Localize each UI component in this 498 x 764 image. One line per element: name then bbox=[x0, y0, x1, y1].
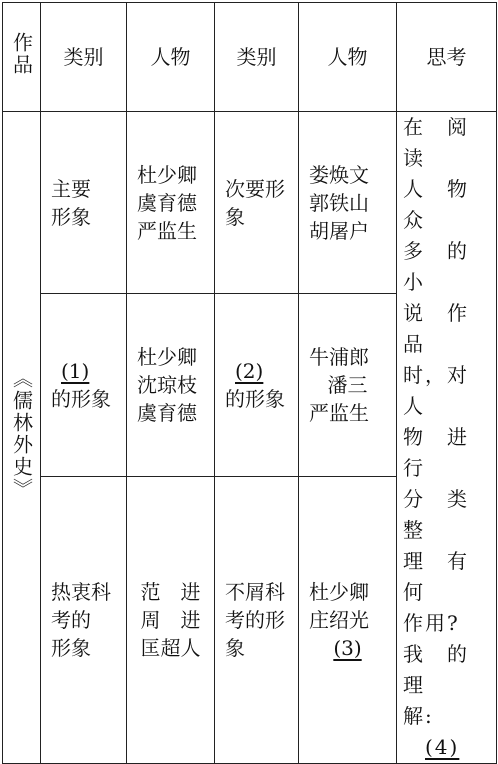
people-cell bbox=[127, 476, 215, 763]
thinking-line: 时，对人 bbox=[403, 363, 469, 418]
category-text: 热衷科 bbox=[51, 579, 111, 604]
person-name: 范 进 bbox=[140, 579, 201, 604]
thinking-line: 说 作 品 bbox=[403, 301, 491, 356]
category-text: 的形象 bbox=[225, 386, 285, 411]
category-secondary-cell bbox=[215, 112, 299, 294]
thinking-text bbox=[403, 112, 490, 763]
person-name: 郭铁山 bbox=[309, 190, 369, 215]
thinking-line: 在 阅 读 bbox=[403, 115, 491, 170]
work-title-cell bbox=[3, 112, 41, 764]
blank-3-label: (3) bbox=[333, 635, 362, 660]
person-name: 庄绍光 bbox=[309, 607, 369, 632]
work-title: 《儒林外史》 bbox=[9, 368, 34, 500]
category-text: 形象 bbox=[51, 635, 91, 660]
category-text: 的形象 bbox=[51, 386, 111, 411]
thinking-cell bbox=[397, 112, 497, 764]
thinking-line: 理 有 何 bbox=[403, 549, 491, 604]
category-text: 考的形 bbox=[225, 607, 285, 632]
people-cell bbox=[299, 476, 397, 763]
blank-3 bbox=[309, 634, 386, 662]
people-secondary-cell bbox=[299, 112, 397, 294]
thinking-line: 多 的 小 bbox=[403, 239, 491, 294]
category-text: 形象 bbox=[51, 204, 91, 229]
category-text: 不屑科 bbox=[225, 579, 285, 604]
person-name: 严监生 bbox=[137, 218, 197, 243]
person-name: 虞育德 bbox=[137, 400, 197, 425]
blank-2 bbox=[225, 357, 288, 385]
thinking-line: 人 物 众 bbox=[403, 177, 491, 232]
header-row bbox=[3, 3, 497, 112]
person-name: 杜少卿 bbox=[309, 579, 369, 604]
person-name: 沈琼枝 bbox=[137, 372, 197, 397]
thinking-line: 物 进 行 bbox=[403, 425, 491, 480]
person-name: 匡超人 bbox=[140, 635, 201, 660]
people-main-cell bbox=[127, 112, 215, 294]
category-text: 象 bbox=[225, 204, 245, 229]
category-text: 象 bbox=[225, 635, 245, 660]
work-classification-table bbox=[2, 2, 497, 764]
category-blank-2-cell bbox=[215, 294, 299, 476]
person-name: 严监生 bbox=[309, 400, 369, 425]
thinking-line: 解: bbox=[403, 704, 434, 728]
category-cell bbox=[215, 476, 299, 763]
thinking-line: 作用? bbox=[403, 611, 460, 635]
blank-1 bbox=[51, 357, 116, 385]
person-name: 虞育德 bbox=[137, 190, 197, 215]
header-thinking: 思考 bbox=[397, 3, 497, 112]
thinking-line: 我 的 理 bbox=[403, 642, 491, 697]
blank-1-label: (1) bbox=[61, 358, 90, 383]
blank-2-label: (2) bbox=[235, 358, 264, 383]
category-text: 次要形 bbox=[225, 176, 285, 201]
category-text: 主要 bbox=[51, 176, 91, 201]
category-blank-1-cell bbox=[41, 294, 127, 476]
blank-4-label: (4) bbox=[425, 735, 460, 759]
category-text: 考的 bbox=[51, 607, 91, 632]
person-name: 周 进 bbox=[140, 607, 201, 632]
person-name: 杜少卿 bbox=[137, 344, 197, 369]
blank-4 bbox=[403, 732, 490, 763]
person-name: 牛浦郎 bbox=[309, 344, 369, 369]
category-main-cell bbox=[41, 112, 127, 294]
person-name: 娄焕文 bbox=[309, 162, 369, 187]
people-cell bbox=[127, 294, 215, 476]
header-category-1: 类别 bbox=[41, 3, 127, 112]
people-cell bbox=[299, 294, 397, 476]
person-name: 潘三 bbox=[327, 372, 368, 397]
header-work-label: 作品 bbox=[9, 31, 34, 76]
header-work bbox=[3, 3, 41, 112]
header-category-2: 类别 bbox=[215, 3, 299, 112]
person-name: 胡屠户 bbox=[309, 218, 369, 243]
header-people-1: 人物 bbox=[127, 3, 215, 112]
category-cell bbox=[41, 476, 127, 763]
table-row bbox=[3, 112, 497, 294]
thinking-line: 分 类 整 bbox=[403, 487, 491, 542]
person-name: 杜少卿 bbox=[137, 162, 197, 187]
header-people-2: 人物 bbox=[299, 3, 397, 112]
